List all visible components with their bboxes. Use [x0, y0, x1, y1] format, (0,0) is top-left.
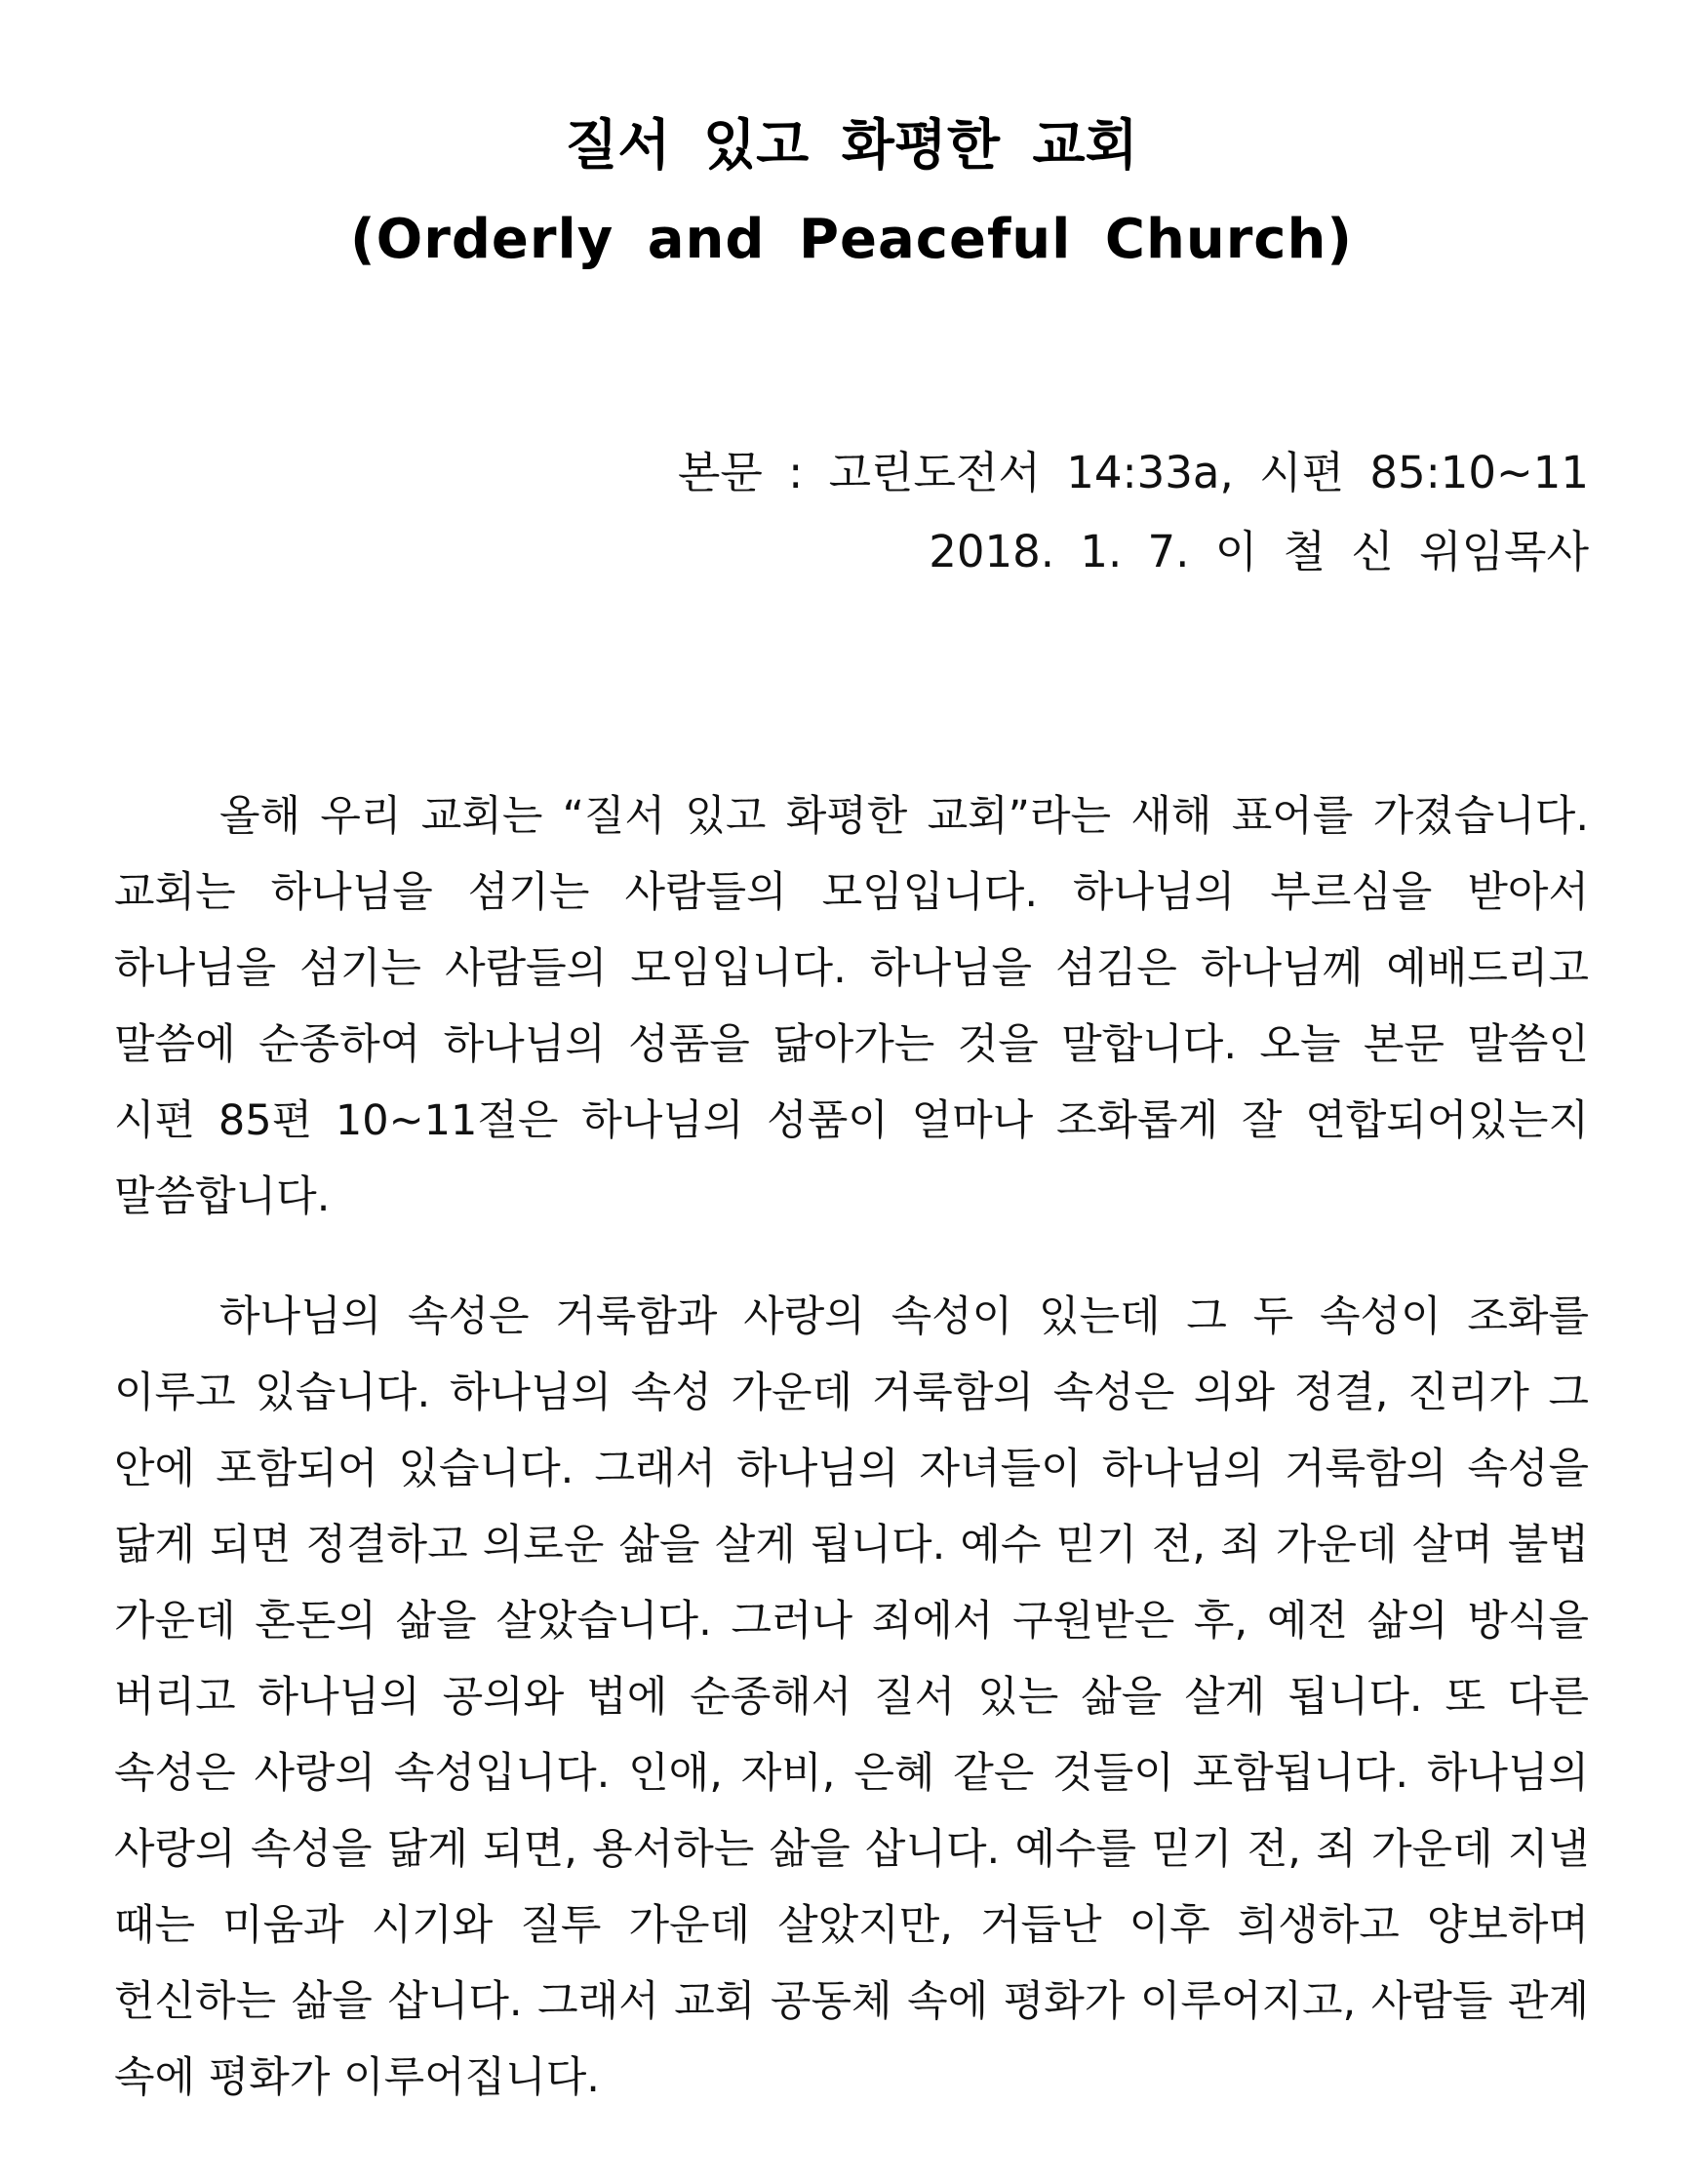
page-title-korean: 질서 있고 화평한 교회: [565, 114, 1138, 178]
body-paragraph-1: 올해 우리 교회는 “질서 있고 화평한 교회”라는 새해 표어를 가졌습니다. 교회는 하나님을 섬기는 사람들의 모임입니다. 하나님의 부르심을 받아서 하나님을 섬기는 사람들의 모임입니다. 하나님을 섬김은 하나님께 예배드리고 말씀에 순종하여 하나님의 성품을 닮아가는 것을 말합니다. 오늘 본문 말씀인 시편 85편 10~11절은 하나님의 성품이 얼마나 조화롭게 잘 연합되어있는지 말씀합니다.: [114, 792, 1589, 1221]
body-paragraph-2: 하나님의 속성은 거룩함과 사랑의 속성이 있는데 그 두 속성이 조화를 이루고 있습니다. 하나님의 속성 가운데 거룩함의 속성은 의와 정결, 진리가 그 안에 포함되어 있습니다. 그래서 하나님의 자녀들이 하나님의 거룩함의 속성을 닮게 되면 정결하고 의로운 삶을 살게 됩니다. 예수 믿기 전, 죄 가운데 살며 불법 가운데 혼돈의 삶을 살았습니다. 그러나 죄에서 구원받은 후, 예전 삶의 방식을 버리고 하나님의 공의와 법에 순종해서 질서 있는 삶을 살게 됩니다. 또 다른 속성은 사랑의 속성입니다. 인애, 자비, 은혜 같은 것들이 포함됩니다. 하나님의 사랑의 속성을 닮게 되면, 용서하는 삶을 삽니다. 예수를 믿기 전, 죄 가운데 지낼 때는 미움과 시기와 질투 가운데 살았지만, 거듭난 이후 희생하고 양보하며 헌신하는 삶을 삽니다. 그래서 교회 공동체 속에 평화가 이루어지고, 사람들 관계 속에 평화가 이루어집니다.: [114, 1292, 1589, 2102]
page-title-english: (Orderly and Peaceful Church): [350, 208, 1353, 271]
scripture-reference: 본문 : 고린도전서 14:33a, 시편 85:10~11: [677, 447, 1589, 498]
date-and-preacher: 2018. 1. 7. 이 철 신 위임목사: [929, 526, 1589, 577]
